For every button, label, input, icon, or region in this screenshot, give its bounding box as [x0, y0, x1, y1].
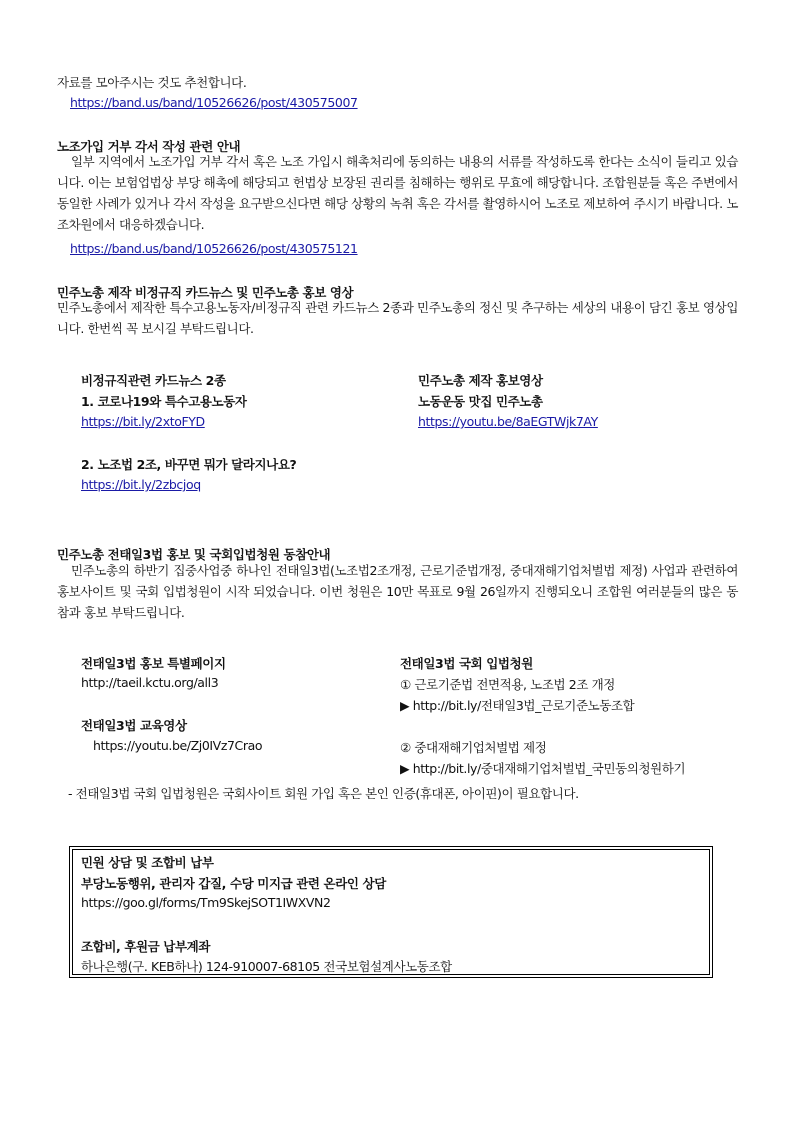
cardnews-item1-link[interactable]: https://bit.ly/2xtoFYD	[81, 414, 205, 429]
section2-heading: 민주노총 제작 비정규직 카드뉴스 및 민주노총 홍보 영상	[57, 285, 354, 300]
section2-body: 민주노총에서 제작한 특수고용노동자/비정규직 관련 카드뉴스 2종과 민주노총의 정신 및 추구하는 세상의 내용이 담긴 홍보 영상입니다. 한번씩 꼭 보시길 부탁드립니다.	[57, 300, 738, 336]
promo-video-subtitle: 노동운동 맛집 민주노총	[418, 394, 543, 409]
section1-body: 일부 지역에서 노조가입 거부 각서 혹은 노조 가입시 해촉처리에 동의하는 내용의 서류를 작성하도록 한다는 소식이 들리고 있습니다. 이는 보험업법상 부당 해촉에 해당되고 헌법상 보장된 권리를 침해하는 행위로 무효에 해당합니다. 조합원분들 혹은 주변에서 동일한 사례가 있거나 각서 작성을 요구받으신다면 해당 상황의 녹취 혹은 각서를 촬영하시어 노조로 제보하여 주시기 바랍니다. 노조차원에서 대응하겠습니다.	[57, 154, 738, 232]
cardnews-title: 비정규직관련 카드뉴스 2종	[81, 373, 226, 388]
consult-title: 부당노동행위, 관리자 갑질, 수당 미지급 관련 온라인 상담	[81, 876, 386, 891]
edu-video-title: 전태일3법 교육영상	[81, 718, 187, 733]
petition-title: 전태일3법 국회 입법청원	[400, 656, 533, 671]
promo-video-link[interactable]: https://youtu.be/8aEGTWjk7AY	[418, 414, 598, 429]
petition-note: - 전태일3법 국회 입법청원은 국회사이트 회원 가입 혹은 본인 인증(휴대폰, 아이핀)이 필요합니다.	[68, 786, 579, 801]
edu-video-url[interactable]: https://youtu.be/Zj0IVz7Crao	[93, 738, 263, 753]
special-page-title: 전태일3법 홍보 특별페이지	[81, 656, 226, 671]
box-title: 민원 상담 및 조합비 납부	[81, 855, 214, 870]
intro-band-link[interactable]: https://band.us/band/10526626/post/430575007	[70, 95, 358, 110]
consult-payment-box	[72, 849, 710, 975]
intro-text: 자료를 모아주시는 것도 추천합니다.	[57, 75, 247, 90]
promo-video-title: 민주노총 제작 홍보영상	[418, 373, 543, 388]
section3-heading: 민주노총 전태일3법 홍보 및 국회입법청원 동참안내	[57, 547, 331, 562]
petition-item2: ② 중대재해기업처벌법 제정	[400, 740, 547, 755]
cardnews-item2-title: 2. 노조법 2조, 바꾸면 뭐가 달라지나요?	[81, 457, 297, 472]
account-title: 조합비, 후원금 납부계좌	[81, 939, 211, 954]
petition-item2-link[interactable]: ▶ http://bit.ly/중대재해기업처벌법_국민동의청원하기	[400, 761, 686, 776]
section1-heading: 노조가입 거부 각서 작성 관련 안내	[57, 139, 241, 154]
section1-band-link[interactable]: https://band.us/band/10526626/post/430575121	[70, 241, 358, 256]
consult-form-link[interactable]: https://goo.gl/forms/Tm9SkejSOT1IWXVN2	[81, 895, 331, 910]
petition-item1: ① 근로기준법 전면적용, 노조법 2조 개정	[400, 677, 615, 692]
cardnews-item1-title: 1. 코로나19와 특수고용노동자	[81, 394, 247, 409]
account-text: 하나은행(구. KEB하나) 124-910007-68105 전국보험설계사노동조합	[81, 959, 452, 974]
petition-item1-link[interactable]: ▶ http://bit.ly/전태일3법_근로기준노동조합	[400, 698, 635, 713]
section3-body: 민주노총의 하반기 집중사업중 하나인 전태일3법(노조법2조개정, 근로기준법개정, 중대재해기업처벌법 제정) 사업과 관련하여 홍보사이트 및 국회 입법청원이 시작 되었습니다. 이번 청원은 10만 목표로 9월 26일까지 진행되오니 조합원 여러분들의 많은 동참과 홍보 부탁드립니다.	[57, 563, 738, 620]
special-page-url[interactable]: http://taeil.kctu.org/all3	[81, 675, 219, 690]
cardnews-item2-link[interactable]: https://bit.ly/2zbcjoq	[81, 477, 201, 492]
